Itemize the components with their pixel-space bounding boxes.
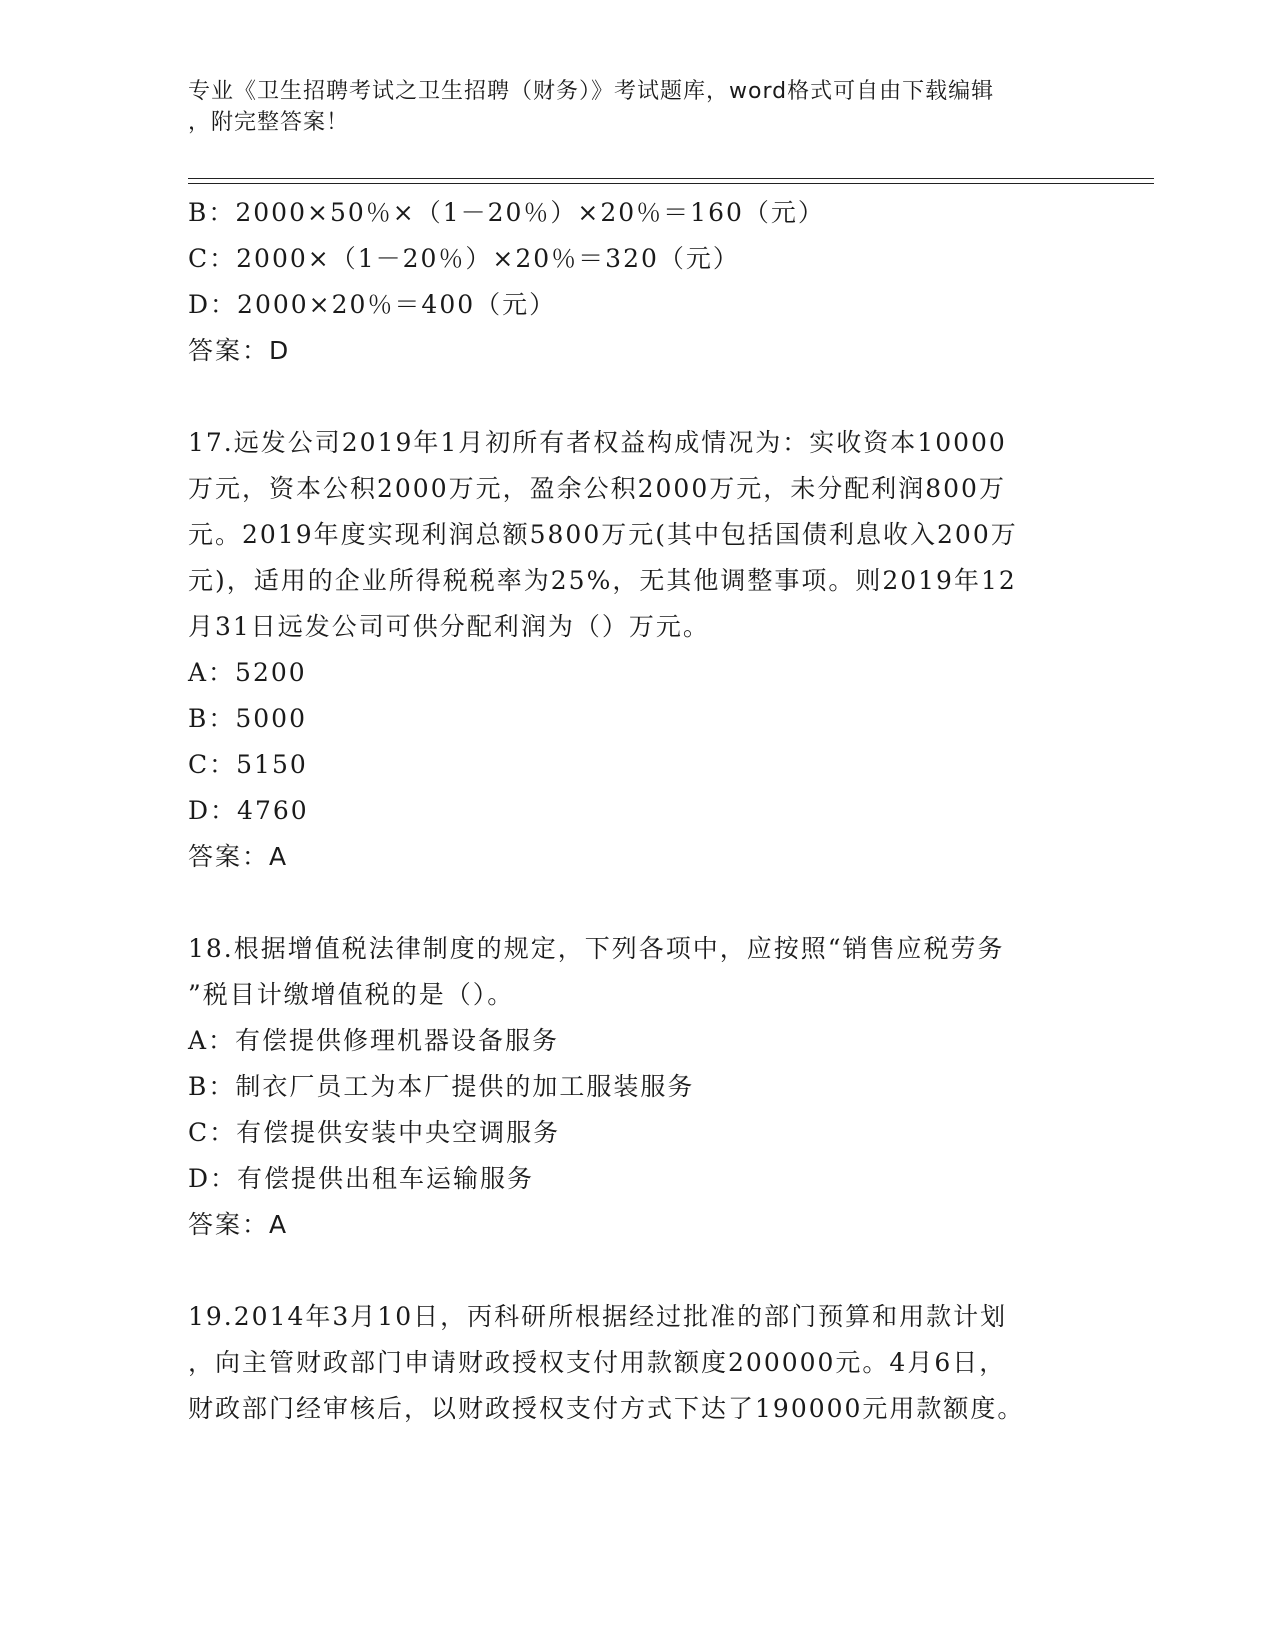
header-line-2: ，附完整答案！	[188, 110, 350, 135]
option-a: A：有偿提供修理机器设备服务	[188, 1026, 560, 1055]
option-a: A：5200	[188, 658, 307, 687]
document-body	[188, 190, 1088, 1432]
answer: 答案：A	[188, 842, 289, 871]
option-d: D：有偿提供出租车运输服务	[188, 1164, 535, 1193]
header-divider-top	[188, 178, 1154, 179]
question-stem-line: 18.根据增值税法律制度的规定，下列各项中，应按照“销售应税劳务	[188, 934, 1005, 963]
question-stem-line: ”税目计缴增值税的是（）。	[188, 980, 515, 1009]
question-stem-line: ，向主管财政部门申请财政授权支付用款额度200000元。4月6日，	[188, 1348, 1007, 1377]
question-19	[188, 1294, 1088, 1432]
option-d: D：4760	[188, 796, 309, 825]
question-stem-line: 月31日远发公司可供分配利润为（）万元。	[188, 612, 710, 641]
question-16-continued	[188, 190, 1088, 374]
header-divider-bottom	[188, 183, 1154, 184]
answer: 答案：A	[188, 1210, 289, 1239]
question-stem-line: 19.2014年3月10日，丙科研所根据经过批准的部门预算和用款计划	[188, 1302, 1008, 1331]
spacer	[188, 374, 1088, 420]
question-stem-line: 元。2019年度实现利润总额5800万元(其中包括国债利息收入200万	[188, 520, 1018, 549]
option-d: D：2000×20％＝400（元）	[188, 290, 557, 319]
option-b: B：5000	[188, 704, 307, 733]
question-stem-line: 万元，资本公积2000万元，盈余公积2000万元，未分配利润800万	[188, 474, 1006, 503]
spacer	[188, 1248, 1088, 1294]
document-header	[188, 76, 1088, 138]
header-line-1: 专业《卫生招聘考试之卫生招聘（财务）》考试题库，word格式可自由下载编辑	[188, 79, 995, 104]
option-c: C：2000×（1－20％）×20％＝320（元）	[188, 244, 740, 273]
question-stem-line: 17.远发公司2019年1月初所有者权益构成情况为：实收资本10000	[188, 428, 1007, 457]
option-b: B：制衣厂员工为本厂提供的加工服装服务	[188, 1072, 695, 1101]
answer: 答案：D	[188, 336, 291, 365]
option-c: C：5150	[188, 750, 308, 779]
spacer	[188, 880, 1088, 926]
question-17	[188, 420, 1088, 880]
option-c: C：有偿提供安装中央空调服务	[188, 1118, 561, 1147]
option-b: B：2000×50％×（1－20％）×20％＝160（元）	[188, 198, 825, 227]
question-stem-line: 元)，适用的企业所得税税率为25%，无其他调整事项。则2019年12	[188, 566, 1017, 595]
question-18	[188, 926, 1088, 1248]
question-stem-line: 财政部门经审核后，以财政授权支付方式下达了190000元用款额度。	[188, 1394, 1025, 1423]
